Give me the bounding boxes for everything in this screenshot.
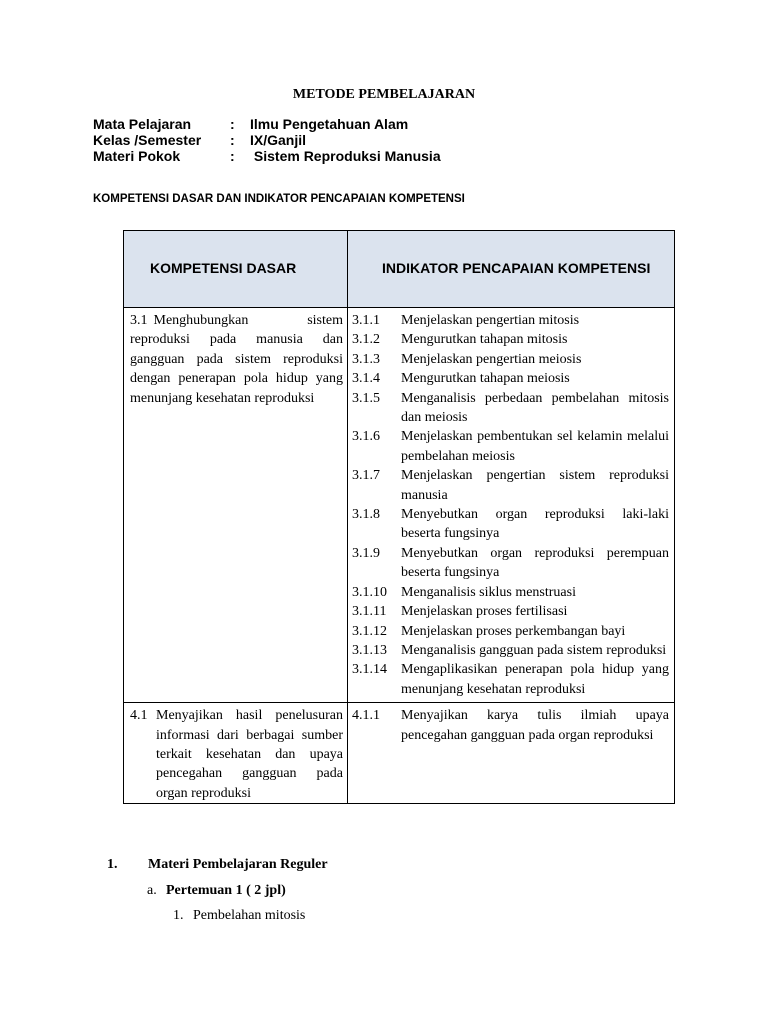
indicator-number: 3.1.10 bbox=[352, 584, 387, 600]
meta-colon: : bbox=[230, 116, 235, 132]
indicator-number: 3.1.5 bbox=[352, 390, 380, 406]
indicator-item bbox=[352, 622, 669, 641]
indicator-text: Menyajikan karya tulis ilmiah upaya pencegahan gangguan pada organ reproduksi bbox=[401, 708, 669, 743]
kompetensi-dasar-cell bbox=[124, 703, 348, 804]
indikator-cell bbox=[348, 703, 675, 804]
indicator-text: Menjelaskan pengertian mitosis bbox=[401, 313, 580, 328]
outline-text: Pembelahan mitosis bbox=[193, 908, 306, 923]
indicator-number: 3.1.7 bbox=[352, 468, 380, 484]
kd-number: 3.1 bbox=[130, 313, 148, 328]
indicator-number: 3.1.13 bbox=[352, 642, 387, 658]
outline-level3 bbox=[173, 908, 305, 924]
indicator-text: Menganalisis perbedaan pembelahan mitosis dan meiosis bbox=[401, 390, 669, 426]
indicator-item bbox=[352, 641, 669, 660]
indicator-number: 3.1.4 bbox=[352, 371, 380, 387]
meta-row-class bbox=[93, 132, 441, 148]
meta-colon: : bbox=[230, 148, 235, 164]
indicator-item bbox=[352, 660, 669, 699]
indicator-item bbox=[352, 602, 669, 621]
indicator-number: 3.1.8 bbox=[352, 507, 380, 523]
meta-colon: : bbox=[230, 132, 235, 148]
indicator-item bbox=[352, 369, 669, 388]
kd-text: Menghubungkan sistem reproduksi pada manusia dan gangguan pada sistem reproduksi dengan penerapan pola hidup yang menunjang kesehatan reproduksi bbox=[130, 313, 343, 406]
indicator-text: Mengaplikasikan penerapan pola hidup yang menunjang kesehatan reproduksi bbox=[401, 662, 669, 697]
indicator-item bbox=[352, 706, 669, 745]
competency-table bbox=[123, 230, 675, 804]
indicator-number: 3.1.14 bbox=[352, 662, 387, 678]
meta-row-topic bbox=[93, 148, 441, 164]
indicator-number: 3.1.2 bbox=[352, 332, 380, 348]
indicator-item bbox=[352, 505, 669, 544]
kd-text: Menyajikan hasil penelusuran informasi dari berbagai sumber terkait kesehatan dan upaya pencegahan gangguan pada organ reproduksi bbox=[156, 708, 343, 801]
header-indikator: INDIKATOR PENCAPAIAN KOMPETENSI bbox=[348, 231, 675, 308]
indicator-number: 3.1.6 bbox=[352, 429, 380, 445]
kd-number: 4.1 bbox=[130, 708, 148, 724]
indicator-number: 4.1.1 bbox=[352, 708, 380, 724]
indicator-text: Menganalisis siklus menstruasi bbox=[401, 584, 576, 600]
indicator-text: Menjelaskan pengertian sistem reproduksi manusia bbox=[401, 468, 669, 503]
indicator-text: Menganalisis gangguan pada sistem reproduksi bbox=[401, 642, 667, 658]
outline-number: 1. bbox=[173, 908, 184, 923]
indicator-text: Menjelaskan proses fertilisasi bbox=[401, 604, 568, 620]
kd-block bbox=[130, 706, 343, 803]
indicator-item bbox=[352, 330, 669, 349]
indicator-item bbox=[352, 544, 669, 583]
meta-value: IX/Ganjil bbox=[250, 132, 307, 148]
outline-level2 bbox=[147, 883, 286, 899]
indicator-item bbox=[352, 311, 669, 330]
outline-level1 bbox=[107, 857, 328, 873]
indicator-item bbox=[352, 427, 669, 466]
indicator-text: Menyebutkan organ reproduksi laki-laki beserta fungsinya bbox=[401, 507, 669, 542]
indicator-item bbox=[352, 350, 669, 369]
indicator-number: 3.1.9 bbox=[352, 545, 380, 561]
outline-text: Materi Pembelajaran Reguler bbox=[148, 857, 328, 872]
indicator-number: 3.1.1 bbox=[352, 313, 380, 328]
meta-value: Sistem Reproduksi Manusia bbox=[250, 148, 441, 164]
indicator-text: Mengurutkan tahapan meiosis bbox=[401, 371, 570, 387]
table-row bbox=[124, 308, 675, 703]
meta-value: Ilmu Pengetahuan Alam bbox=[250, 116, 409, 132]
outline-text: Pertemuan 1 ( 2 jpl) bbox=[166, 883, 286, 898]
document-meta bbox=[93, 116, 441, 164]
indicator-number: 3.1.12 bbox=[352, 623, 387, 639]
indikator-cell bbox=[348, 308, 675, 703]
indicator-item bbox=[352, 389, 669, 428]
indicator-item bbox=[352, 583, 669, 602]
kompetensi-dasar-cell bbox=[124, 308, 348, 703]
indicator-text: Menjelaskan proses perkembangan bayi bbox=[401, 623, 626, 639]
meta-label: Kelas /Semester bbox=[93, 132, 202, 148]
meta-label: Materi Pokok bbox=[93, 148, 181, 164]
indicator-number: 3.1.3 bbox=[352, 351, 380, 367]
document-title: METODE PEMBELAJARAN bbox=[292, 87, 476, 102]
indicator-text: Menyebutkan organ reproduksi perempuan beserta fungsinya bbox=[401, 545, 669, 581]
meta-row-subject bbox=[93, 116, 441, 132]
outline-number: 1. bbox=[107, 857, 118, 872]
section-heading: KOMPETENSI DASAR DAN INDIKATOR PENCAPAIAN KOMPETENSI bbox=[93, 193, 465, 205]
table-row bbox=[124, 703, 675, 804]
indicator-text: Mengurutkan tahapan mitosis bbox=[401, 332, 568, 348]
header-kompetensi-dasar: KOMPETENSI DASAR bbox=[124, 231, 348, 308]
indicator-number: 3.1.11 bbox=[352, 604, 387, 620]
table-header-row bbox=[124, 231, 675, 308]
outline-number: a. bbox=[147, 883, 157, 898]
kd-block bbox=[130, 311, 343, 408]
indicator-text: Menjelaskan pengertian meiosis bbox=[401, 351, 582, 367]
indicator-item bbox=[352, 466, 669, 505]
indicator-text: Menjelaskan pembentukan sel kelamin melalui pembelahan meiosis bbox=[401, 429, 669, 464]
meta-label: Mata Pelajaran bbox=[93, 116, 192, 132]
